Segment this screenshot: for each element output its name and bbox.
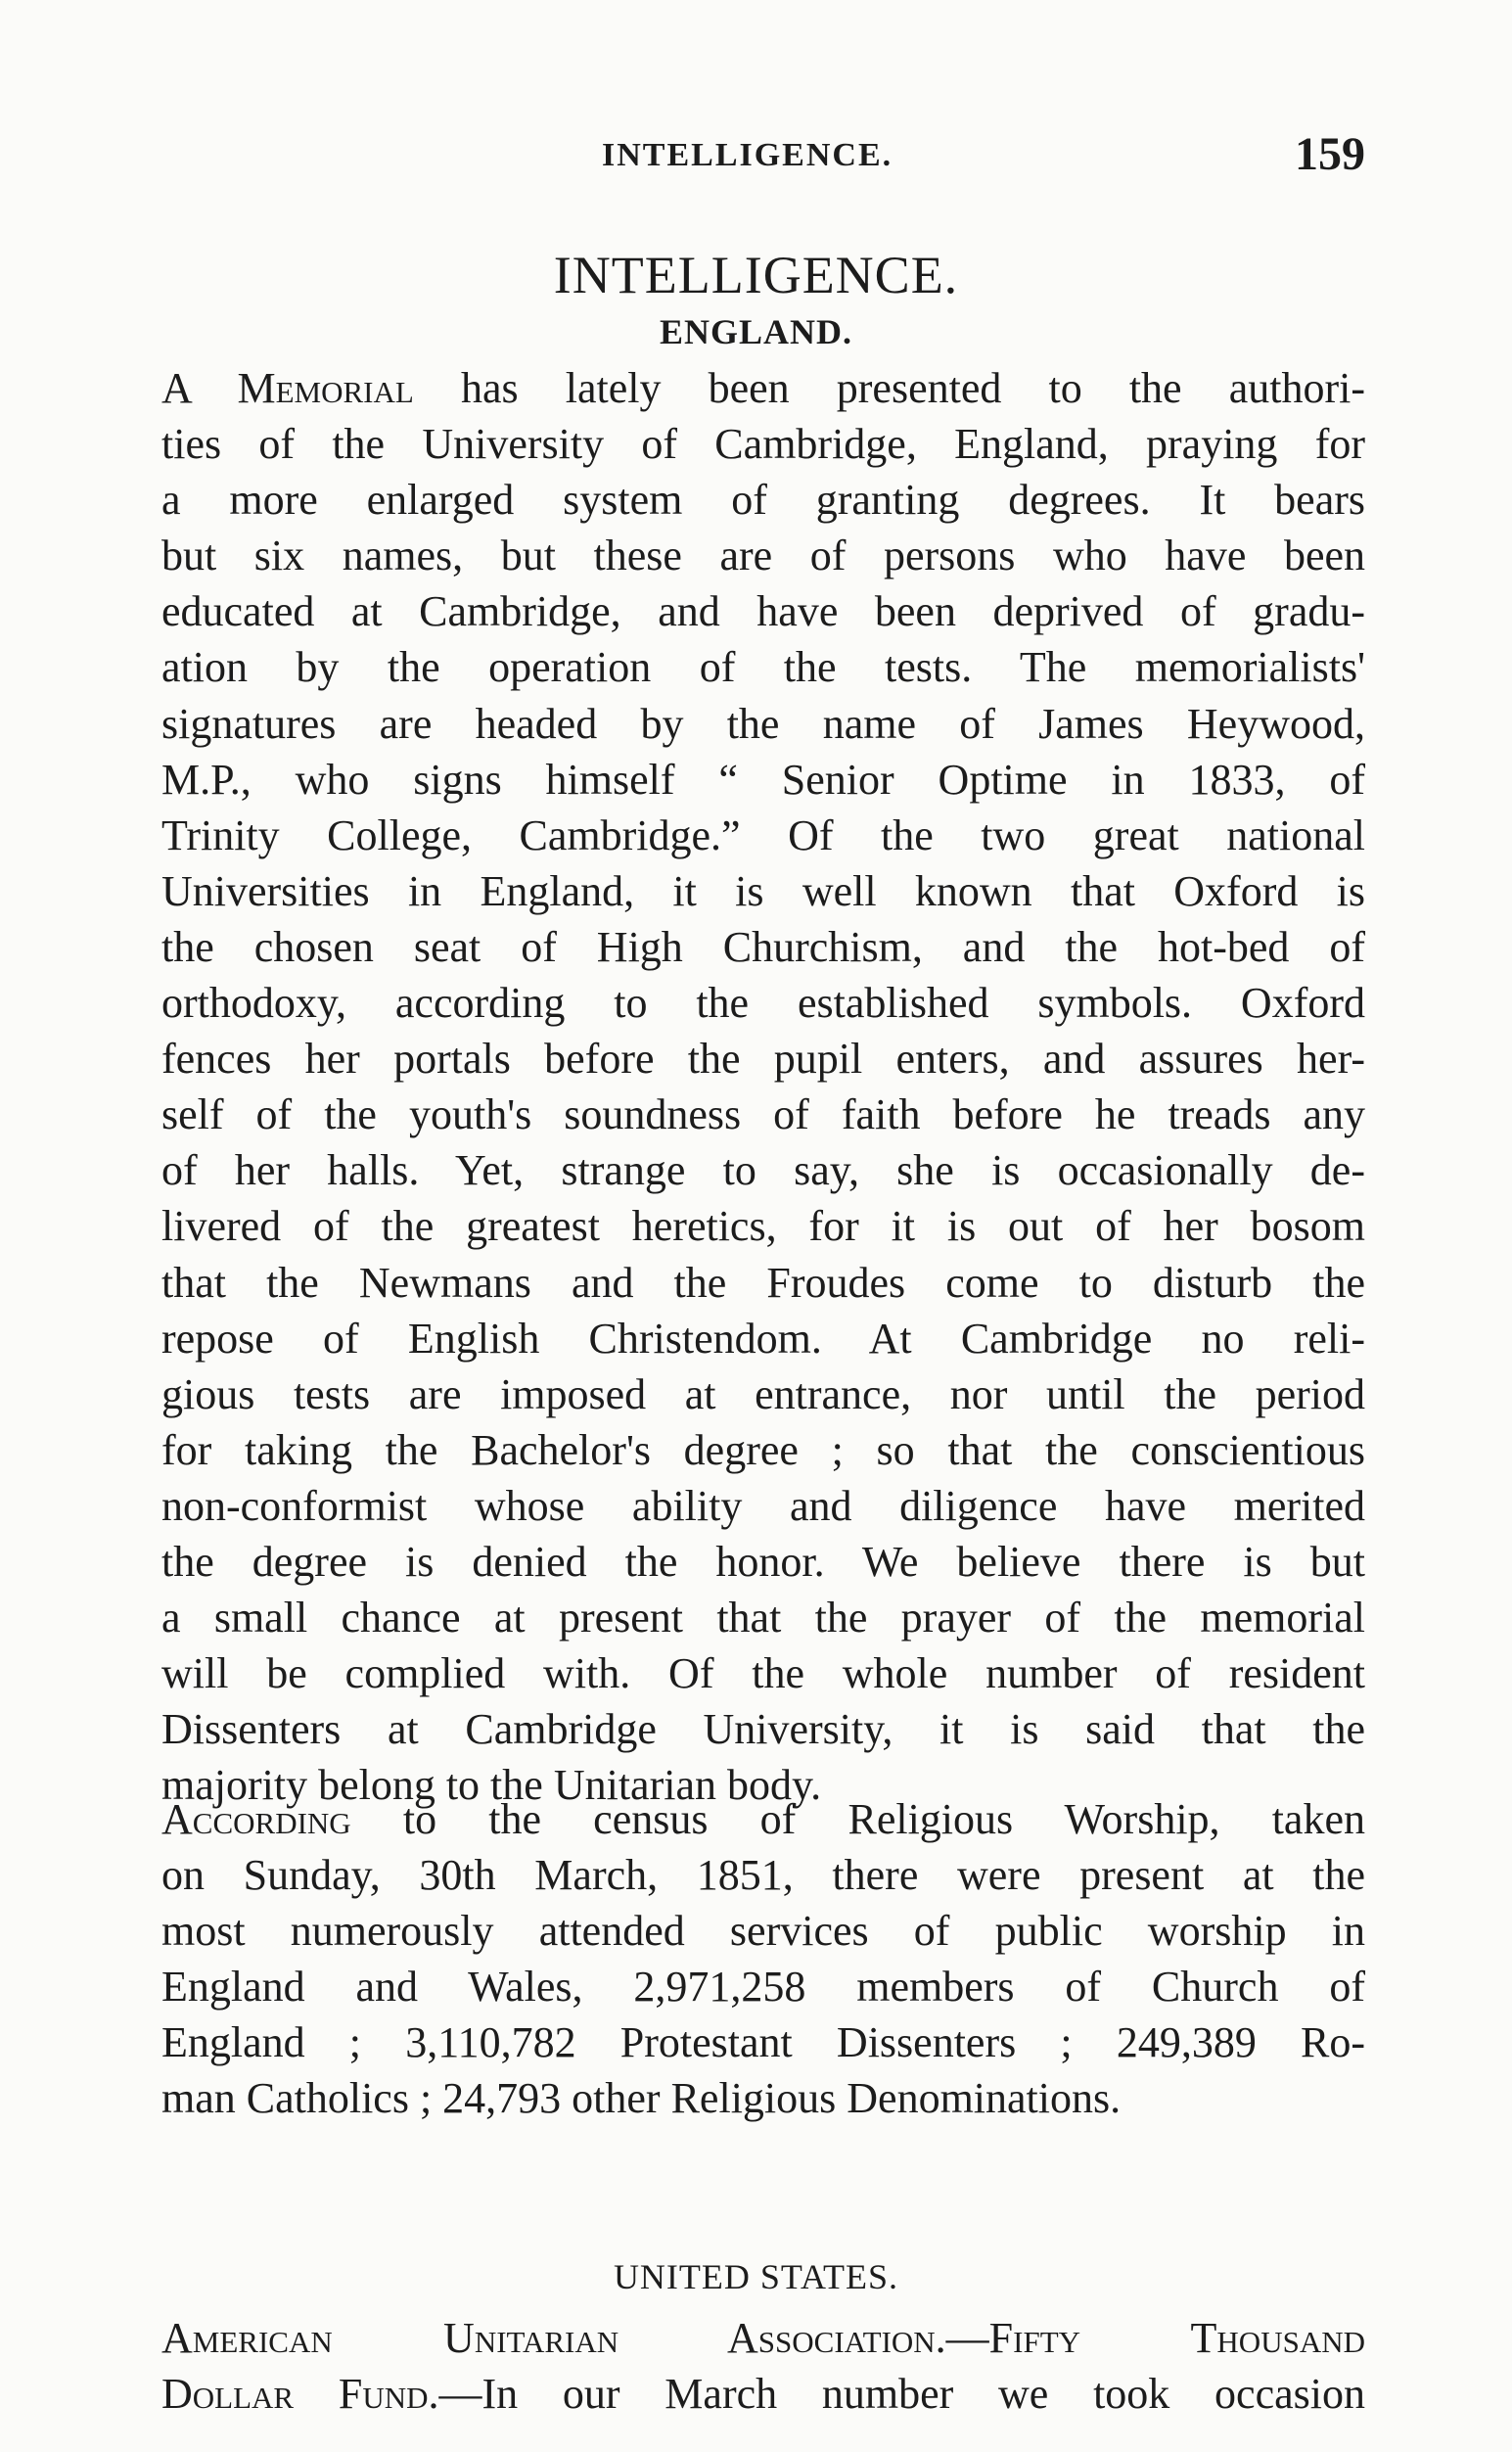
text-line: fences her portals before the pupil enters, and assures her- xyxy=(161,1035,1365,1084)
text-line: gious tests are imposed at entrance, nor until the period xyxy=(161,1369,1365,1418)
text-line: man Catholics ; 24,793 other Religious Denominations. xyxy=(161,2074,1122,2123)
text-line: ties of the University of Cambridge, England, praying for xyxy=(161,420,1365,469)
paragraph-lead: A Memorial xyxy=(161,364,414,412)
text-line: livered of the greatest heretics, for it is out of her bosom xyxy=(161,1202,1365,1251)
text-line: the chosen seat of High Churchism, and the hot-bed of xyxy=(161,922,1365,971)
text-line: on Sunday, 30th March, 1851, there were present at the xyxy=(161,1851,1365,1900)
text-line: repose of English Christendom. At Cambridge no reli- xyxy=(161,1314,1365,1363)
text-line: Dollar Fund.—In our March number we took occasion xyxy=(161,2370,1365,2419)
paragraph-lead: Dollar Fund. xyxy=(161,2370,439,2419)
text-line: educated at Cambridge, and have been deprived of gradu- xyxy=(161,587,1365,636)
paragraph-memorial xyxy=(161,360,1365,1813)
text-line: a more enlarged system of granting degrees. It bears xyxy=(161,476,1365,525)
text-line: England and Wales, 2,971,258 members of Church of xyxy=(161,1963,1365,2012)
text-line: ation by the operation of the tests. The memorialists' xyxy=(161,643,1365,692)
text-line: of her halls. Yet, strange to say, she is occasionally de- xyxy=(161,1146,1365,1195)
text-line: Trinity College, Cambridge.” Of the two great national xyxy=(161,810,1365,859)
text-line: a small chance at present that the prayer of the memorial xyxy=(161,1594,1365,1642)
text-line: but six names, but these are of persons who have been xyxy=(161,532,1365,580)
section-title: INTELLIGENCE. xyxy=(553,246,959,304)
text-line: majority belong to the Unitarian body. xyxy=(161,1761,822,1810)
text-line: M.P., who signs himself “ Senior Optime in 1833, of xyxy=(161,755,1365,804)
running-head xyxy=(161,127,1365,186)
page-number: 159 xyxy=(1295,128,1365,180)
subsection-heading-united-states: UNITED STATES. xyxy=(613,2257,899,2296)
text-line: self of the youth's soundness of faith before he treads any xyxy=(161,1090,1365,1139)
paragraph-aua xyxy=(161,2310,1365,2422)
text-line: A Memorial has lately been presented to the authori- xyxy=(161,364,1365,412)
paragraph-lead: According xyxy=(161,1795,351,1843)
text-line: will be complied with. Of the whole number of resident xyxy=(161,1649,1365,1698)
running-title: INTELLIGENCE. xyxy=(602,137,893,173)
paragraph-lead: American Unitarian Association.—Fifty Thousand xyxy=(161,2314,1365,2362)
text-line: that the Newmans and the Froudes come to disturb the xyxy=(161,1258,1365,1307)
text-line: the degree is denied the honor. We believe there is but xyxy=(161,1537,1365,1586)
paragraph-census xyxy=(161,1791,1365,2127)
text-line: Universities in England, it is well known that Oxford is xyxy=(161,866,1365,915)
text-line: orthodoxy, according to the established symbols. Oxford xyxy=(161,979,1365,1028)
text-line: According to the census of Religious Worship, taken xyxy=(161,1795,1365,1843)
text-line: most numerously attended services of public worship in xyxy=(161,1907,1365,1956)
text-line: signatures are headed by the name of James Heywood, xyxy=(161,699,1365,748)
subsection-heading-england: ENGLAND. xyxy=(659,312,853,351)
text-line: for taking the Bachelor's degree ; so that the conscientious xyxy=(161,1425,1365,1474)
text-line: non-conformist whose ability and diligence have merited xyxy=(161,1481,1365,1530)
text-line: Dissenters at Cambridge University, it is said that the xyxy=(161,1705,1365,1754)
text-line: England ; 3,110,782 Protestant Dissenters ; 249,389 Ro- xyxy=(161,2018,1365,2067)
